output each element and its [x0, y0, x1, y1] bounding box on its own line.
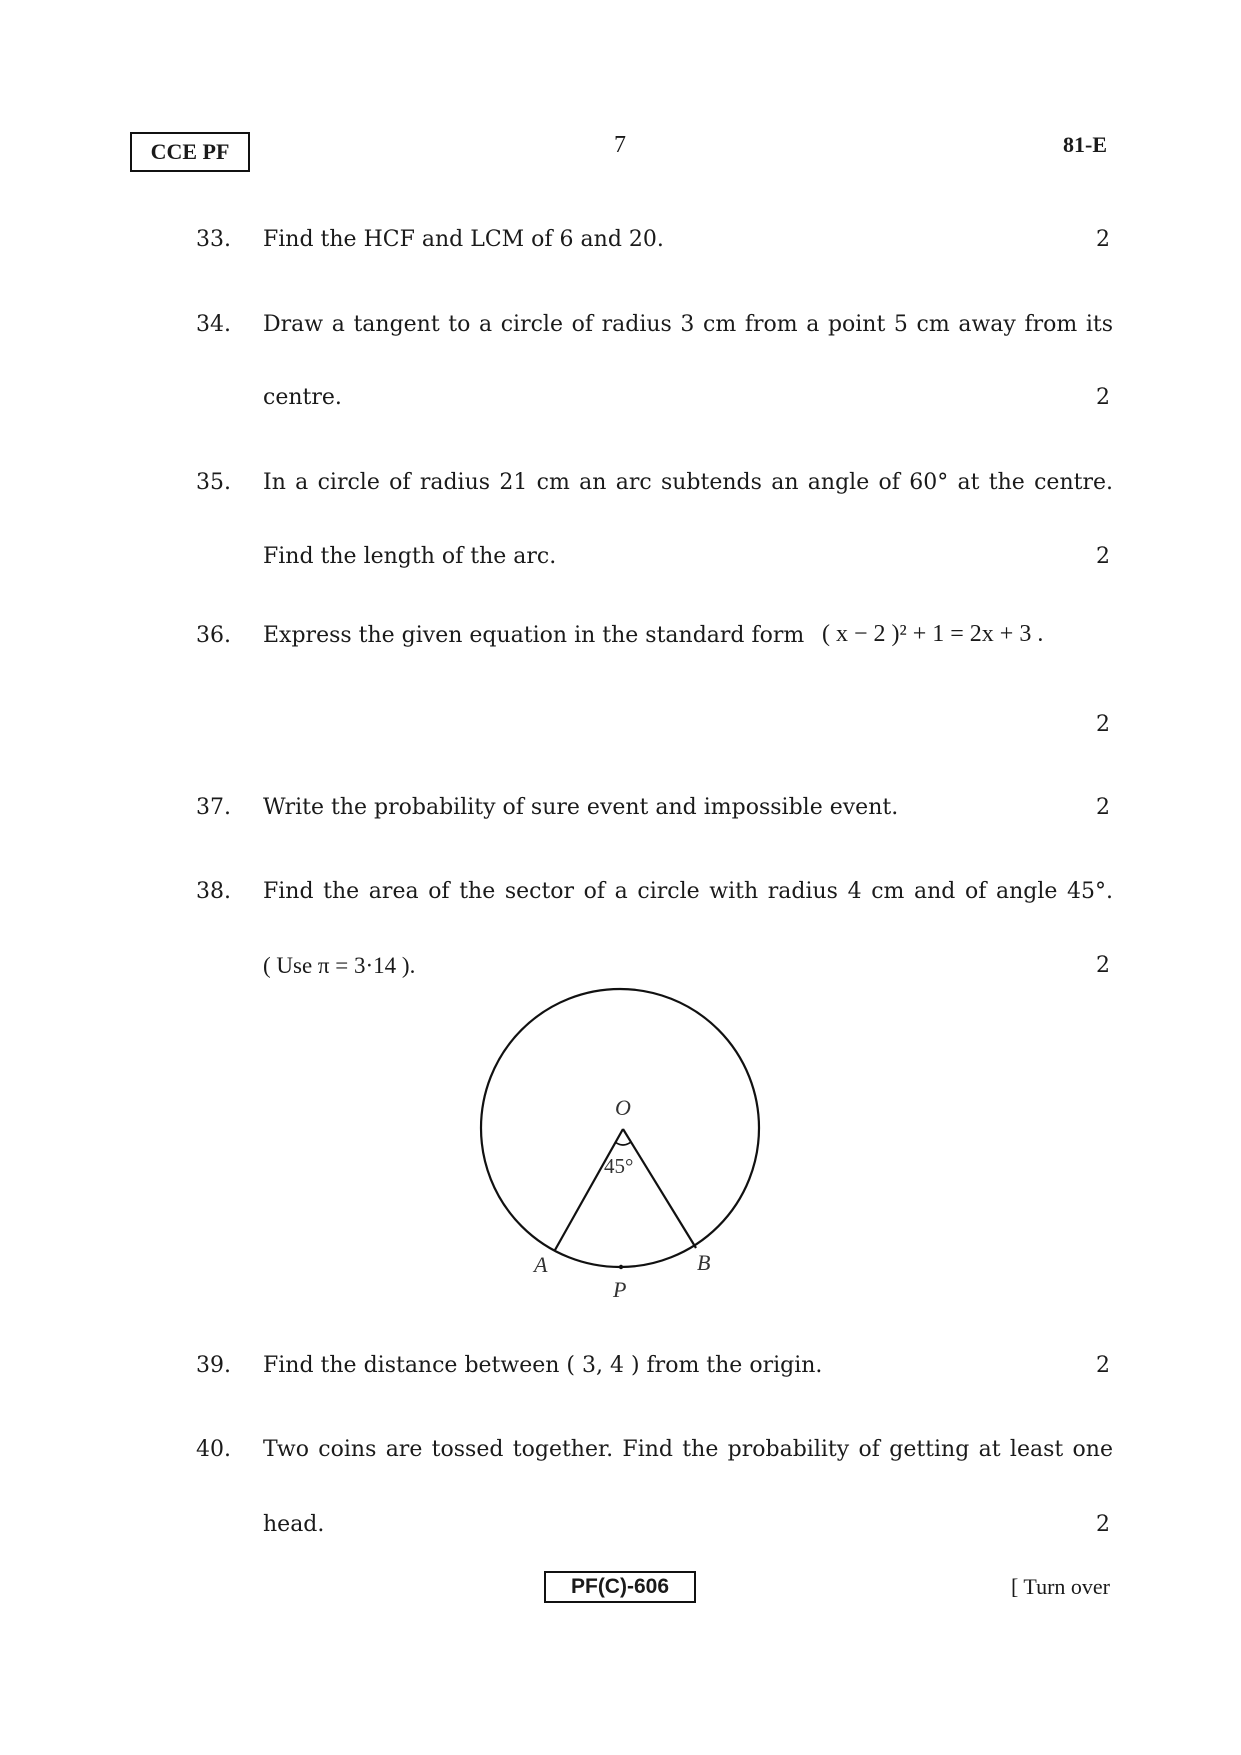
point-p-label: P	[613, 1277, 627, 1300]
question-text: Find the area of the sector of a circle with radius 4 cm and of angle 45°.	[263, 879, 1113, 904]
question-number: 38.	[196, 879, 231, 904]
point-a-label: A	[534, 1252, 548, 1277]
point-p-dot	[619, 1265, 623, 1269]
question-text: ( Use π = 3·14 ).	[263, 953, 416, 978]
angle-label: 45°	[604, 1154, 634, 1178]
question-marks: 2	[1096, 1353, 1110, 1378]
question-text: centre.	[263, 385, 342, 410]
question-number: 34.	[196, 312, 231, 337]
question-text: Find the distance between ( 3, 4 ) from the origin.	[263, 1353, 823, 1378]
question-number: 36.	[196, 623, 231, 648]
question-text: Find the HCF and LCM of 6 and 20.	[263, 227, 664, 252]
question-marks: 2	[1096, 385, 1110, 410]
question-number: 40.	[196, 1437, 231, 1462]
point-b-label: B	[697, 1250, 711, 1275]
series-label: CCE PF	[130, 132, 250, 172]
question-marks: 2	[1096, 1512, 1110, 1537]
question-marks: 2	[1096, 227, 1110, 252]
question-number: 39.	[196, 1353, 231, 1378]
turn-over-note: [ Turn over	[1010, 1574, 1110, 1599]
angle-arc	[615, 1142, 631, 1145]
question-text: Draw a tangent to a circle of radius 3 cm from a point 5 cm away from its	[263, 312, 1113, 337]
question-text: Find the length of the arc.	[263, 544, 557, 569]
question-marks: 2	[1096, 795, 1110, 820]
question-marks: 2	[1096, 953, 1110, 978]
question-text: In a circle of radius 21 cm an arc subtends an angle of 60° at the centre.	[263, 470, 1113, 495]
sector-diagram	[470, 980, 770, 1300]
question-text: Write the probability of sure event and impossible event.	[263, 795, 899, 820]
center-label: O	[615, 1095, 631, 1120]
circle-outline	[481, 989, 759, 1267]
page-number: 7	[614, 132, 626, 158]
radius-oa	[555, 1129, 623, 1250]
equation: ( x − 2 )² + 1 = 2x + 3 .	[822, 621, 1044, 647]
radius-ob	[623, 1129, 696, 1248]
question-text: Two coins are tossed together. Find the probability of getting at least one	[263, 1437, 1113, 1462]
question-text: Express the given equation in the standard form	[263, 623, 805, 648]
question-number: 37.	[196, 795, 231, 820]
footer-code: PF(C)-606	[544, 1571, 696, 1603]
question-marks: 2	[1096, 712, 1110, 737]
question-number: 33.	[196, 227, 231, 252]
paper-code: 81-E	[1063, 132, 1107, 157]
question-text: head.	[263, 1512, 325, 1537]
question-marks: 2	[1096, 544, 1110, 569]
question-number: 35.	[196, 470, 231, 495]
